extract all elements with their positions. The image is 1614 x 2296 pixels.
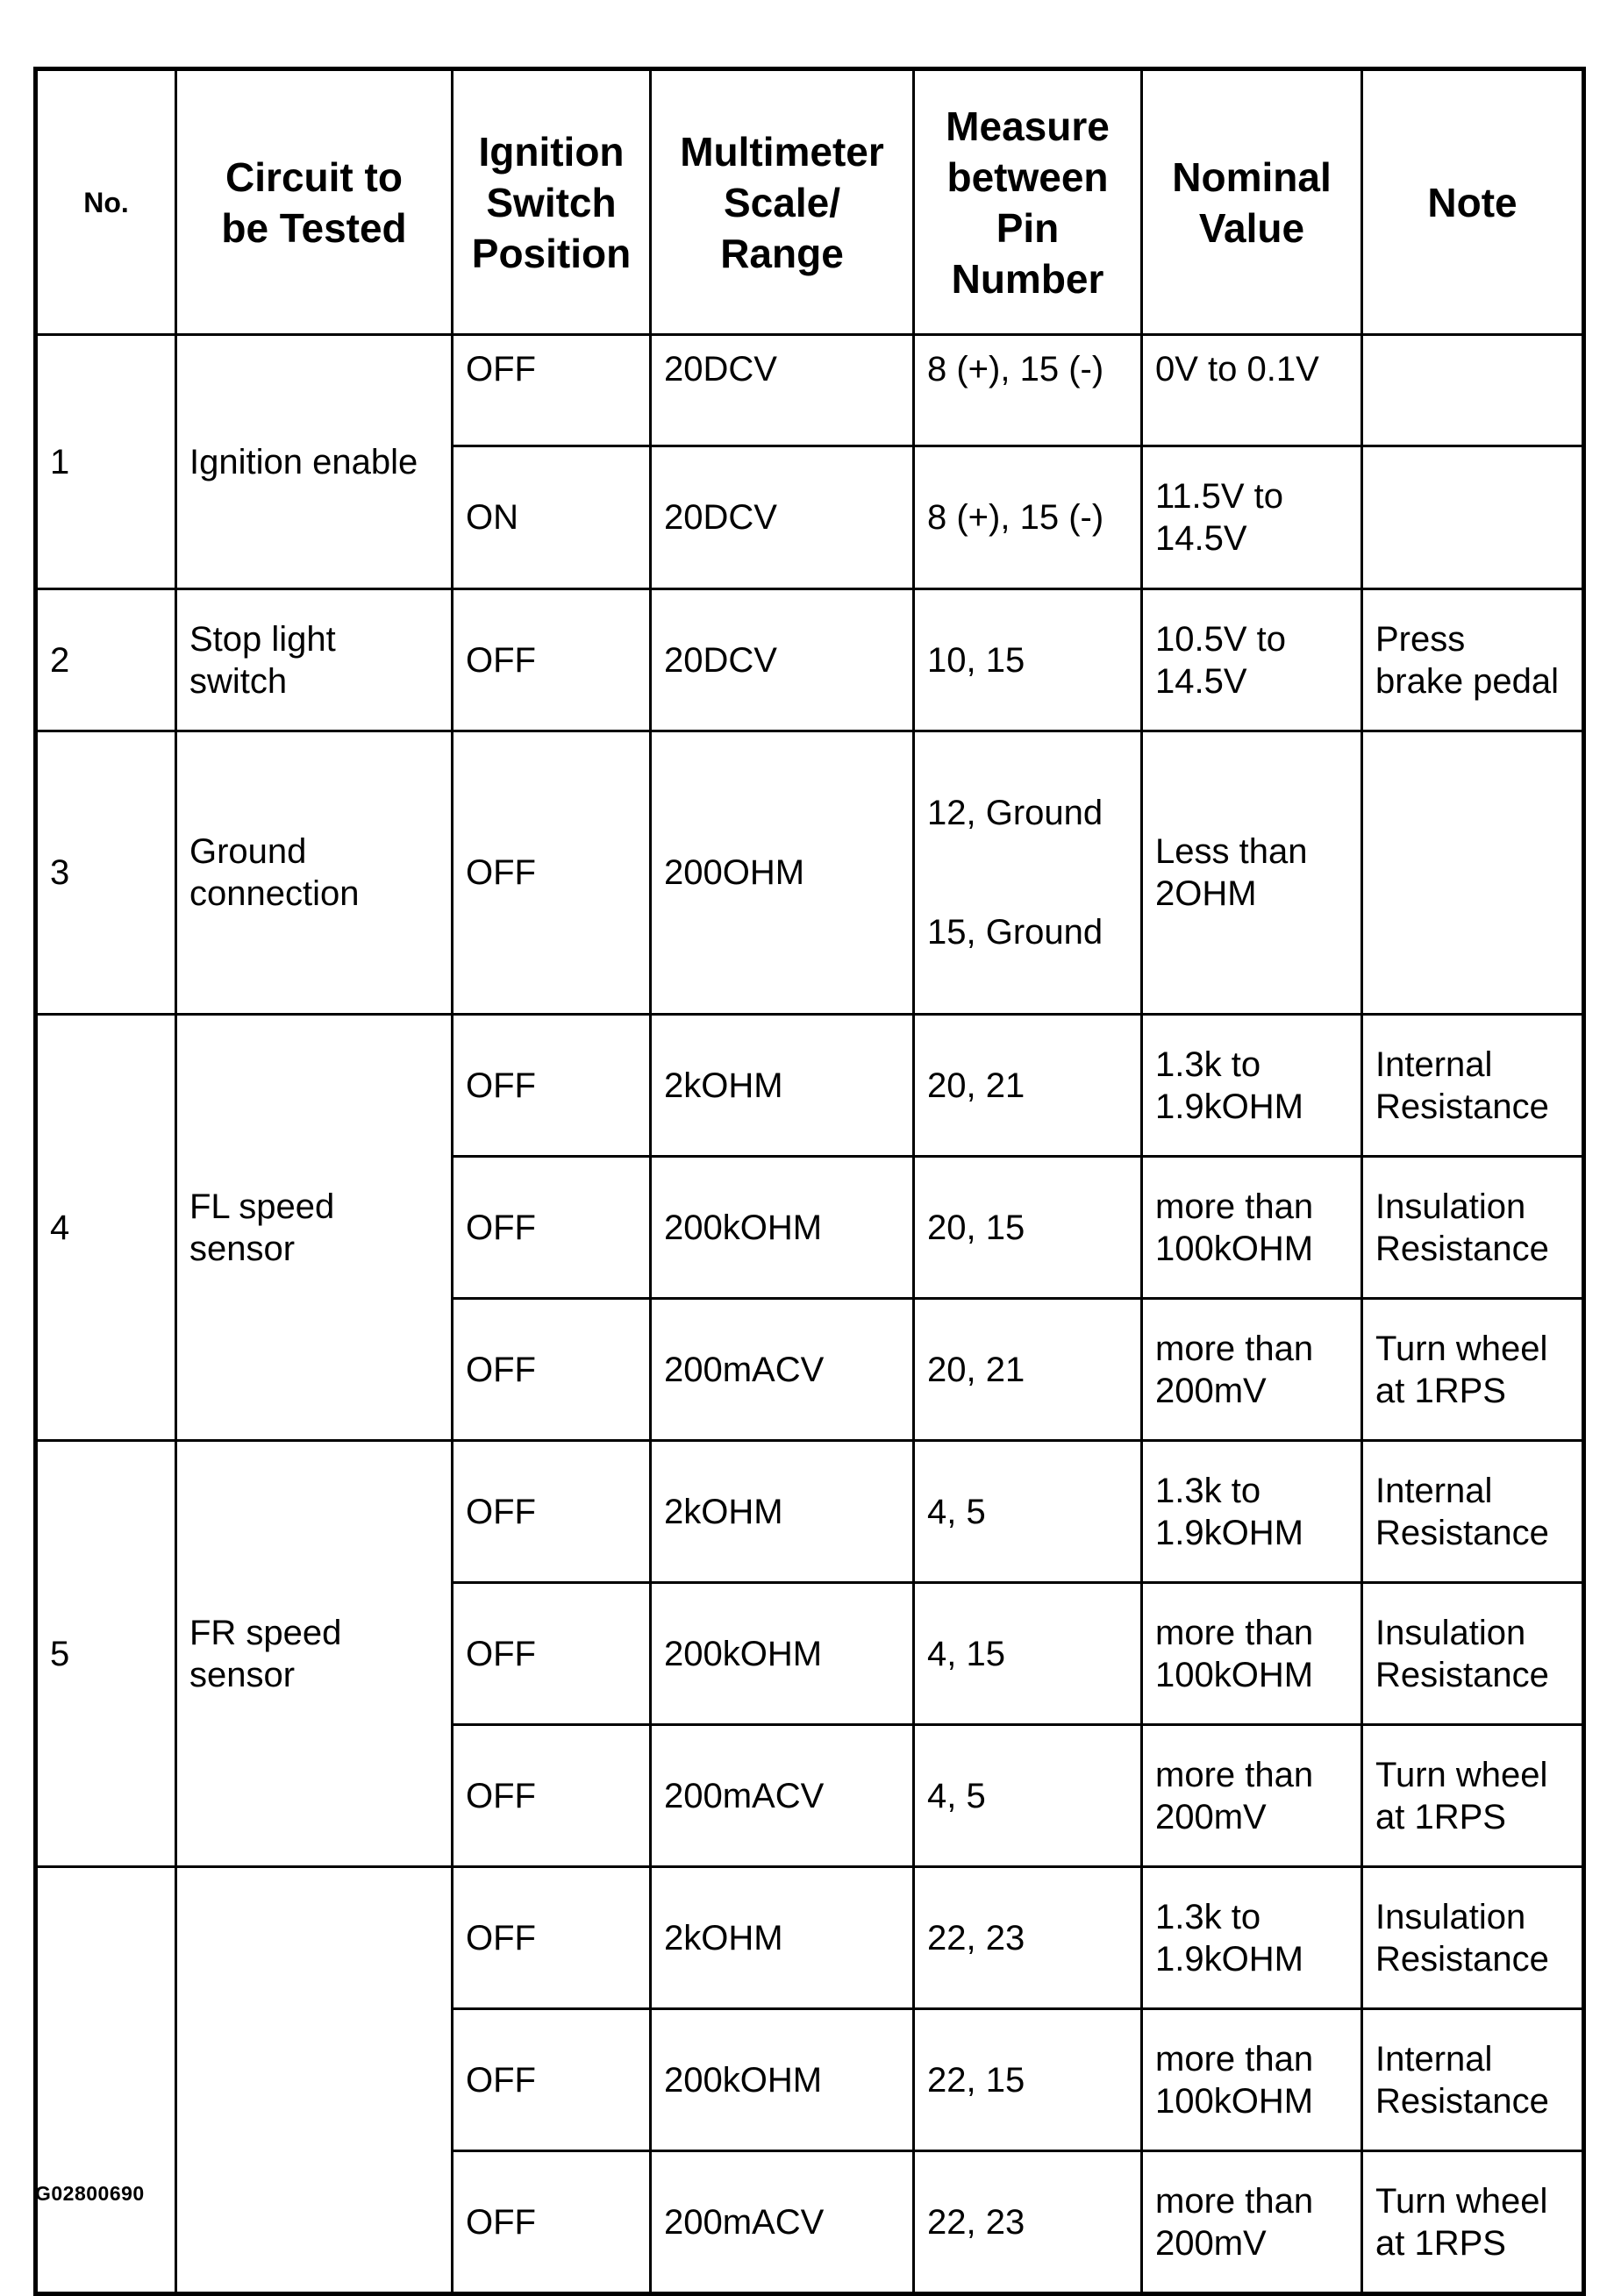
cell-range: 20DCV xyxy=(651,446,914,589)
cell-nominal: 1.3k to 1.9kOHM xyxy=(1142,1867,1362,2009)
cell-nominal: more than 200mV xyxy=(1142,2151,1362,2294)
cell-ignition: OFF xyxy=(453,1299,651,1441)
table-row xyxy=(36,1441,1584,1583)
cell-note: Internal Resistance xyxy=(1362,1441,1584,1583)
cell-note: Internal Resistance xyxy=(1362,1015,1584,1157)
cell-note: Turn wheel at 1RPS xyxy=(1362,2151,1584,2294)
cell-note: Internal Resistance xyxy=(1362,2009,1584,2151)
table-row xyxy=(36,1015,1584,1157)
cell-ignition: OFF xyxy=(453,2151,651,2294)
cell-ignition: OFF xyxy=(453,2009,651,2151)
cell-range: 200OHM xyxy=(651,731,914,1015)
table-row xyxy=(36,1867,1584,2009)
cell-no: 1 xyxy=(36,335,176,589)
cell-pins: 4, 15 xyxy=(914,1583,1142,1725)
cell-nominal: more than 100kOHM xyxy=(1142,1583,1362,1725)
cell-pins: 4, 5 xyxy=(914,1725,1142,1867)
cell-pins: 22, 15 xyxy=(914,2009,1142,2151)
cell-no: 4 xyxy=(36,1015,176,1441)
cell-note xyxy=(1362,335,1584,446)
header-no: No. xyxy=(36,69,176,335)
cell-pins: 4, 5 xyxy=(914,1441,1142,1583)
cell-nominal: 1.3k to 1.9kOHM xyxy=(1142,1441,1362,1583)
header-nominal: Nominal Value xyxy=(1142,69,1362,335)
cell-ignition: ON xyxy=(453,446,651,589)
cell-no: 5 xyxy=(36,1441,176,1867)
circuit-test-table xyxy=(33,67,1586,2296)
cell-pins: 20, 15 xyxy=(914,1157,1142,1299)
cell-nominal: Less than 2OHM xyxy=(1142,731,1362,1015)
cell-note: Insulation Resistance xyxy=(1362,1867,1584,2009)
cell-range: 20DCV xyxy=(651,335,914,446)
cell-ignition: OFF xyxy=(453,1441,651,1583)
header-circuit: Circuit to be Tested xyxy=(176,69,453,335)
figure-id: G02800690 xyxy=(35,2182,145,2205)
cell-note: Press brake pedal xyxy=(1362,589,1584,731)
cell-nominal: 1.3k to 1.9kOHM xyxy=(1142,1015,1362,1157)
cell-pins xyxy=(914,731,1142,1015)
header-row xyxy=(36,69,1584,335)
table-row xyxy=(36,731,1584,1015)
cell-circuit: FL speed sensor xyxy=(176,1015,453,1441)
cell-no: 3 xyxy=(36,731,176,1015)
cell-nominal: more than 200mV xyxy=(1142,1725,1362,1867)
cell-range: 20DCV xyxy=(651,589,914,731)
cell-note: Insulation Resistance xyxy=(1362,1583,1584,1725)
cell-circuit: Stop light switch xyxy=(176,589,453,731)
header-ignition: Ignition Switch Position xyxy=(453,69,651,335)
cell-range: 200kOHM xyxy=(651,2009,914,2151)
cell-nominal: 10.5V to 14.5V xyxy=(1142,589,1362,731)
cell-ignition: OFF xyxy=(453,1015,651,1157)
header-multimeter: Multimeter Scale/ Range xyxy=(651,69,914,335)
cell-no: 2 xyxy=(36,589,176,731)
cell-pins: 20, 21 xyxy=(914,1299,1142,1441)
cell-circuit: Ignition enable xyxy=(176,335,453,589)
cell-ignition: OFF xyxy=(453,1725,651,1867)
cell-note: Turn wheel at 1RPS xyxy=(1362,1299,1584,1441)
cell-range: 200kOHM xyxy=(651,1583,914,1725)
pins-line: 15, Ground xyxy=(927,913,1103,952)
cell-note xyxy=(1362,731,1584,1015)
cell-ignition: OFF xyxy=(453,589,651,731)
cell-nominal: more than 100kOHM xyxy=(1142,1157,1362,1299)
cell-range: 2kOHM xyxy=(651,1867,914,2009)
cell-ignition: OFF xyxy=(453,1867,651,2009)
cell-range: 200mACV xyxy=(651,1299,914,1441)
pins-line: 12, Ground xyxy=(927,794,1103,832)
cell-range: 200mACV xyxy=(651,2151,914,2294)
cell-note: Turn wheel at 1RPS xyxy=(1362,1725,1584,1867)
cell-ignition: OFF xyxy=(453,731,651,1015)
cell-range: 200mACV xyxy=(651,1725,914,1867)
cell-ignition: OFF xyxy=(453,1157,651,1299)
cell-note: Insulation Resistance xyxy=(1362,1157,1584,1299)
cell-nominal: more than 100kOHM xyxy=(1142,2009,1362,2151)
cell-circuit: FR speed sensor xyxy=(176,1441,453,1867)
cell-note xyxy=(1362,446,1584,589)
cell-pins: 20, 21 xyxy=(914,1015,1142,1157)
cell-range: 200kOHM xyxy=(651,1157,914,1299)
cell-pins: 8 (+), 15 (-) xyxy=(914,446,1142,589)
cell-ignition: OFF xyxy=(453,1583,651,1725)
cell-nominal: 11.5V to 14.5V xyxy=(1142,446,1362,589)
cell-circuit xyxy=(176,1867,453,2294)
cell-pins: 8 (+), 15 (-) xyxy=(914,335,1142,446)
cell-range: 2kOHM xyxy=(651,1015,914,1157)
cell-range: 2kOHM xyxy=(651,1441,914,1583)
cell-circuit: Ground connection xyxy=(176,731,453,1015)
cell-ignition: OFF xyxy=(453,335,651,446)
table-row xyxy=(36,589,1584,731)
cell-no xyxy=(36,1867,176,2294)
cell-pins: 22, 23 xyxy=(914,2151,1142,2294)
table-row xyxy=(36,335,1584,446)
cell-nominal: 0V to 0.1V xyxy=(1142,335,1362,446)
header-note: Note xyxy=(1362,69,1584,335)
cell-pins: 22, 23 xyxy=(914,1867,1142,2009)
cell-pins: 10, 15 xyxy=(914,589,1142,731)
header-measure: Measure between Pin Number xyxy=(914,69,1142,335)
cell-nominal: more than 200mV xyxy=(1142,1299,1362,1441)
